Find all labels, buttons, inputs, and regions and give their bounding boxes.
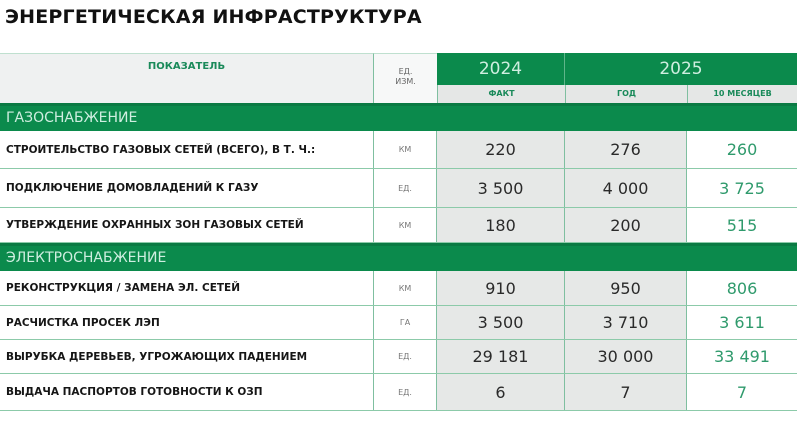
row-unit: ЕД.	[373, 169, 437, 207]
section-gas-supply: ГАЗОСНАБЖЕНИЕ	[0, 103, 797, 131]
row-label: ВЫРУБКА ДЕРЕВЬЕВ, УГРОЖАЮЩИХ ПАДЕНИЕМ	[6, 350, 308, 363]
cell-fact-2024: 220	[437, 131, 565, 168]
cell-fact-2024: 180	[437, 208, 565, 242]
table-row	[0, 374, 797, 411]
cell-10-months-2025: 515	[687, 208, 797, 242]
table-row	[0, 306, 797, 340]
header-sub-fact: ФАКТ	[437, 85, 565, 103]
cell-plan-2025: 4 000	[565, 169, 687, 207]
header-indicator-label: ПОКАЗАТЕЛЬ	[147, 61, 226, 72]
cell-10-months-2025: 33 491	[687, 340, 797, 373]
cell-plan-2025: 30 000	[565, 340, 687, 373]
cell-fact-2024: 6	[437, 374, 565, 410]
row-label: РЕКОНСТРУКЦИЯ / ЗАМЕНА ЭЛ. СЕТЕЙ	[6, 282, 241, 294]
row-label: УТВЕРЖДЕНИЕ ОХРАННЫХ ЗОН ГАЗОВЫХ СЕТЕЙ	[6, 219, 304, 231]
cell-10-months-2025: 260	[687, 131, 797, 168]
cell-plan-2025: 950	[565, 271, 687, 305]
row-unit: КМ	[373, 208, 437, 242]
cell-10-months-2025: 3 725	[687, 169, 797, 207]
header-indicator	[0, 53, 373, 103]
row-label: ПОДКЛЮЧЕНИЕ ДОМОВЛАДЕНИЙ К ГАЗУ	[6, 182, 259, 194]
row-label: ВЫДАЧА ПАСПОРТОВ ГОТОВНОСТИ К ОЗП	[6, 386, 263, 398]
header-sub-year: ГОД	[565, 85, 687, 103]
page-title: ЭНЕРГЕТИЧЕСКАЯ ИНФРАСТРУКТУРА	[5, 6, 422, 28]
row-unit: КМ	[373, 131, 437, 168]
row-label: СТРОИТЕЛЬСТВО ГАЗОВЫХ СЕТЕЙ (ВСЕГО), В Т. Ч.:	[6, 143, 316, 156]
infrastructure-table	[0, 53, 797, 411]
table-header	[0, 53, 797, 103]
table-row	[0, 271, 797, 306]
row-unit: ЕД.	[373, 374, 437, 410]
cell-fact-2024: 3 500	[437, 306, 565, 339]
cell-10-months-2025: 3 611	[687, 306, 797, 339]
cell-plan-2025: 3 710	[565, 306, 687, 339]
table-row	[0, 340, 797, 374]
table-row	[0, 208, 797, 243]
cell-fact-2024: 3 500	[437, 169, 565, 207]
cell-fact-2024: 910	[437, 271, 565, 305]
cell-10-months-2025: 7	[687, 374, 797, 410]
header-unit	[373, 53, 437, 103]
cell-plan-2025: 276	[565, 131, 687, 168]
cell-plan-2025: 200	[565, 208, 687, 242]
header-sub-10-months: 10 МЕСЯЦЕВ	[687, 85, 797, 103]
row-label: РАСЧИСТКА ПРОСЕК ЛЭП	[6, 316, 160, 329]
table-row	[0, 169, 797, 208]
header-year-2024: 2024	[437, 53, 565, 85]
header-unit-line2: ИЗМ.	[395, 77, 416, 86]
header-year-2025: 2025	[565, 53, 797, 85]
section-power-supply: ЭЛЕКТРОСНАБЖЕНИЕ	[0, 243, 797, 271]
row-unit: КМ	[373, 271, 437, 305]
cell-plan-2025: 7	[565, 374, 687, 410]
cell-fact-2024: 29 181	[437, 340, 565, 373]
row-unit: ГА	[373, 306, 437, 339]
header-unit-line1: ЕД.	[398, 67, 413, 76]
table-row	[0, 131, 797, 169]
cell-10-months-2025: 806	[687, 271, 797, 305]
row-unit: ЕД.	[373, 340, 437, 373]
